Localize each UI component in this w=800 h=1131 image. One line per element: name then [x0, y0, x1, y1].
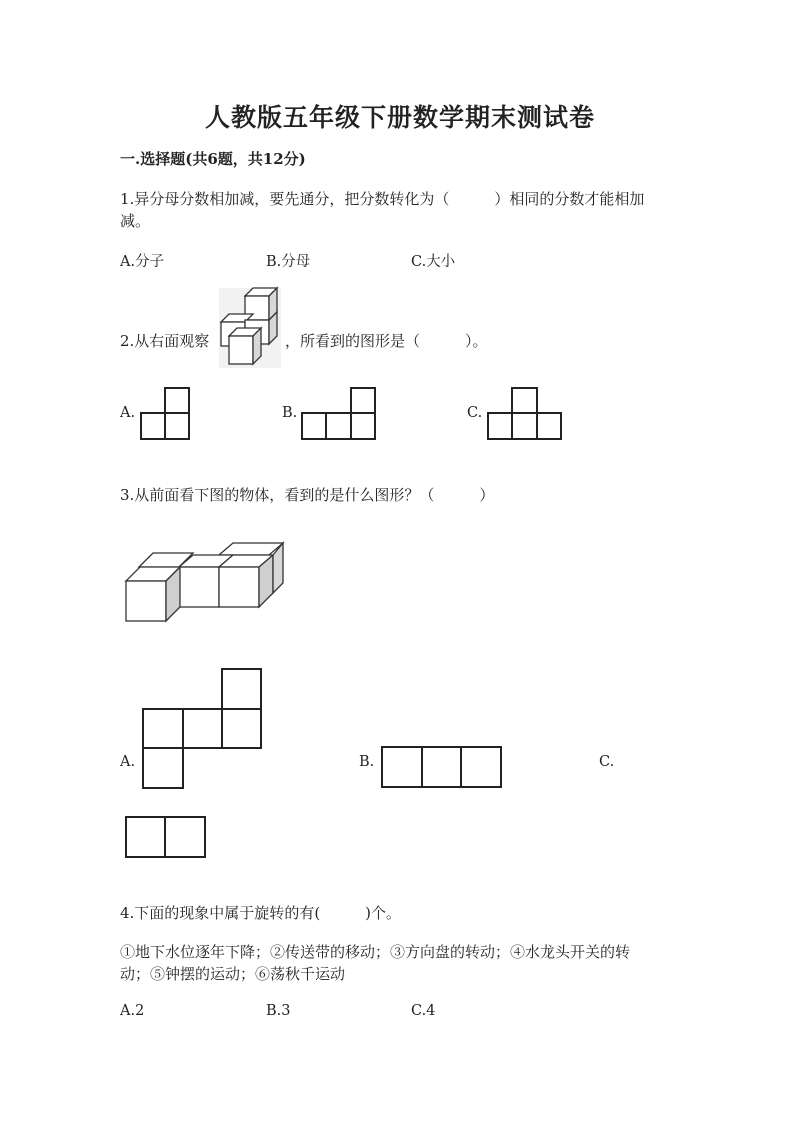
q3-cube-figure: [125, 541, 287, 623]
q3-option-b-label[interactable]: B.: [359, 754, 375, 770]
q2-option-a-figure[interactable]: [140, 387, 190, 441]
q1-stem-line2: 减。: [120, 212, 151, 230]
q1-option-b[interactable]: B.分母: [266, 254, 311, 270]
q4-option-c[interactable]: C.4: [411, 1003, 436, 1019]
q2-option-c-label[interactable]: C.: [467, 405, 483, 421]
q2-stem-prefix: 2.从右面观察: [120, 332, 210, 350]
q3-option-a-figure[interactable]: [142, 668, 263, 790]
q3-stem: 3.从前面看下图的物体，看到的是什么图形？（ ）: [120, 486, 495, 504]
q2-option-b-figure[interactable]: [301, 387, 377, 441]
q2-option-c-figure[interactable]: [487, 387, 563, 441]
q4-option-b[interactable]: B.3: [266, 1003, 291, 1019]
q4-detail-line2: 动；⑤钟摆的运动；⑥荡秋千运动: [120, 965, 346, 983]
q2-stem-suffix: ，所看到的图形是（ ）。: [285, 332, 488, 350]
q1-option-c[interactable]: C.大小: [411, 254, 456, 270]
q4-detail-line1: ①地下水位逐年下降；②传送带的移动；③方向盘的转动；④水龙头开关的转: [120, 943, 631, 961]
q2-cube-figure: [219, 288, 281, 368]
q4-option-a[interactable]: A.2: [120, 1003, 145, 1019]
section-heading: 一.选择题(共6题，共12分): [120, 150, 306, 168]
q1-stem-line1: 1.异分母分数相加减，要先通分，把分数转化为（ ）相同的分数才能相加: [120, 190, 645, 208]
q3-option-c-figure[interactable]: [125, 816, 207, 859]
q3-option-a-label[interactable]: A.: [120, 754, 136, 770]
q1-option-a[interactable]: A.分子: [120, 254, 165, 270]
q3-option-b-figure[interactable]: [381, 746, 503, 789]
q2-option-a-label[interactable]: A.: [120, 405, 136, 421]
q2-option-b-label[interactable]: B.: [282, 405, 298, 421]
page-title: 人教版五年级下册数学期末测试卷: [204, 103, 595, 132]
q4-stem: 4.下面的现象中属于旋转的有( )个。: [120, 904, 402, 922]
q3-option-c-label[interactable]: C.: [599, 754, 615, 770]
